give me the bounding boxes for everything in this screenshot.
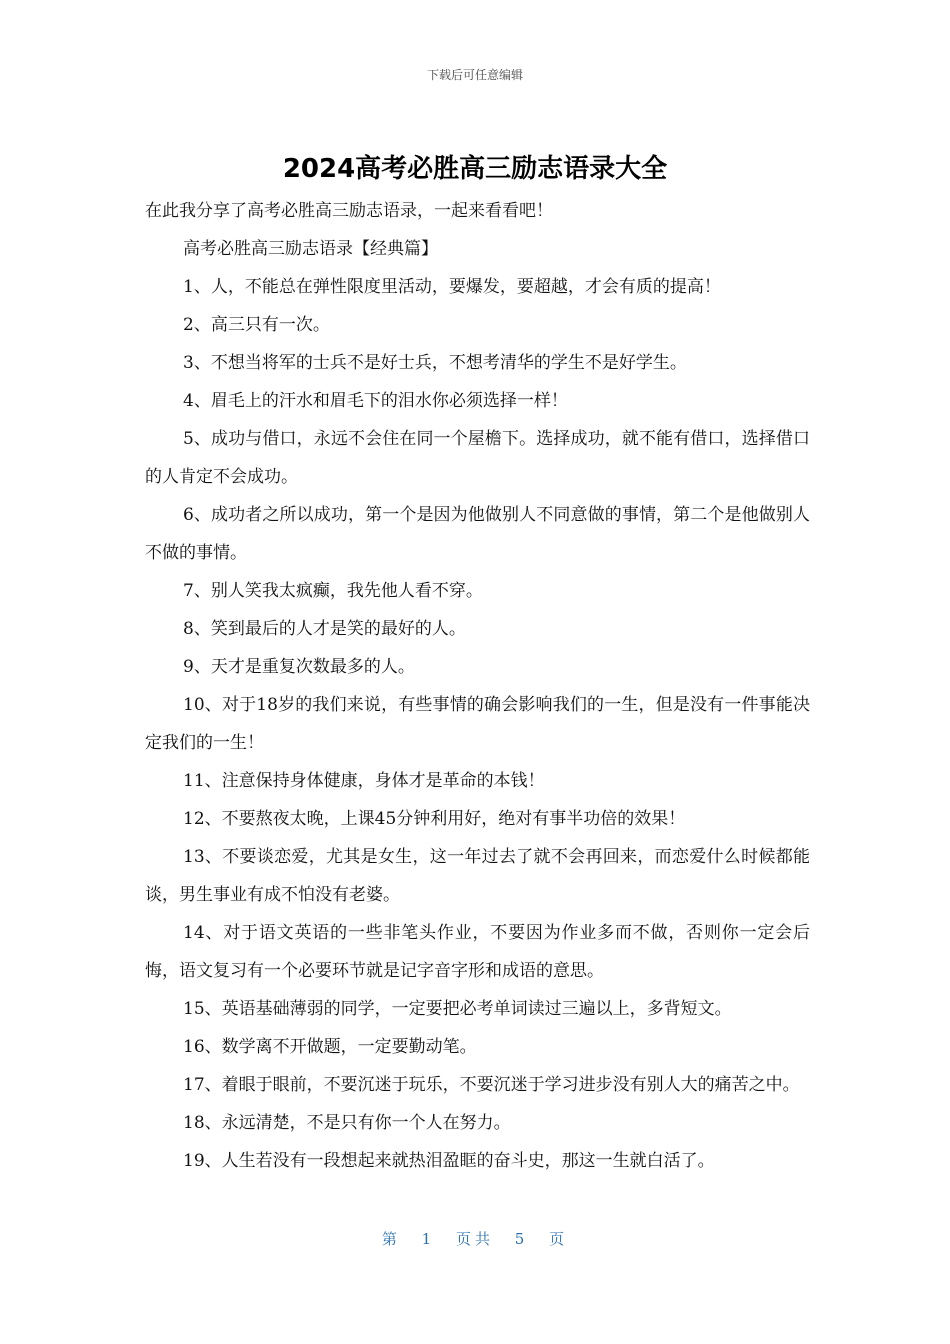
paragraph: 6、成功者之所以成功，第一个是因为他做别人不同意做的事情，第二个是他做别人不做的事情。: [145, 505, 810, 563]
paragraph: 15、英语基础薄弱的同学，一定要把必考单词读过三遍以上，多背短文。: [183, 999, 732, 1019]
paragraph: 10、对于18岁的我们来说，有些事情的确会影响我们的一生，但是没有一件事能决定我们的一生！: [145, 695, 810, 753]
paragraph: 7、别人笑我太疯癫，我先他人看不穿。: [183, 581, 483, 601]
paragraph: 18、永远清楚，不是只有你一个人在努力。: [183, 1113, 511, 1133]
paragraph: 在此我分享了高考必胜高三励志语录，一起来看看吧！: [145, 201, 553, 221]
document-title: 2024高考必胜高三励志语录大全: [282, 154, 668, 184]
paragraph: 13、不要谈恋爱，尤其是女生，这一年过去了就不会再回来，而恋爱什么时候都能谈，男生事业有成不怕没有老婆。: [145, 847, 810, 905]
paragraph: 高考必胜高三励志语录【经典篇】: [183, 239, 438, 259]
paragraph: 9、天才是重复次数最多的人。: [183, 657, 415, 677]
paragraph: 16、数学离不开做题，一定要勤动笔。: [183, 1037, 477, 1057]
paragraph: 3、不想当将军的士兵不是好士兵，不想考清华的学生不是好学生。: [183, 353, 687, 373]
paragraph: 2、高三只有一次。: [183, 315, 330, 335]
document-body: [145, 192, 810, 1180]
paragraph: 12、不要熬夜太晚，上课45分钟利用好，绝对有事半功倍的效果！: [183, 809, 686, 829]
page-footer: 第 1 页共 5 页: [381, 1230, 569, 1248]
paragraph: 11、注意保持身体健康，身体才是革命的本钱！: [183, 771, 545, 791]
header-note: 下载后可任意编辑: [426, 68, 523, 82]
paragraph: 14、对于语文英语的一些非笔头作业，不要因为作业多而不做，否则你一定会后悔，语文复习有一个必要环节就是记字音字形和成语的意思。: [145, 923, 810, 981]
paragraph: 1、人，不能总在弹性限度里活动，要爆发，要超越，才会有质的提高！: [183, 277, 721, 297]
paragraph: 5、成功与借口，永远不会住在同一个屋檐下。选择成功，就不能有借口，选择借口的人肯定不会成功。: [145, 429, 810, 487]
paragraph: 17、着眼于眼前，不要沉迷于玩乐，不要沉迷于学习进步没有别人大的痛苦之中。: [183, 1075, 800, 1095]
paragraph: 19、人生若没有一段想起来就热泪盈眶的奋斗史，那这一生就白活了。: [183, 1151, 715, 1171]
paragraph: 4、眉毛上的汗水和眉毛下的泪水你必须选择一样！: [183, 391, 568, 411]
paragraph: 8、笑到最后的人才是笑的最好的人。: [183, 619, 466, 639]
